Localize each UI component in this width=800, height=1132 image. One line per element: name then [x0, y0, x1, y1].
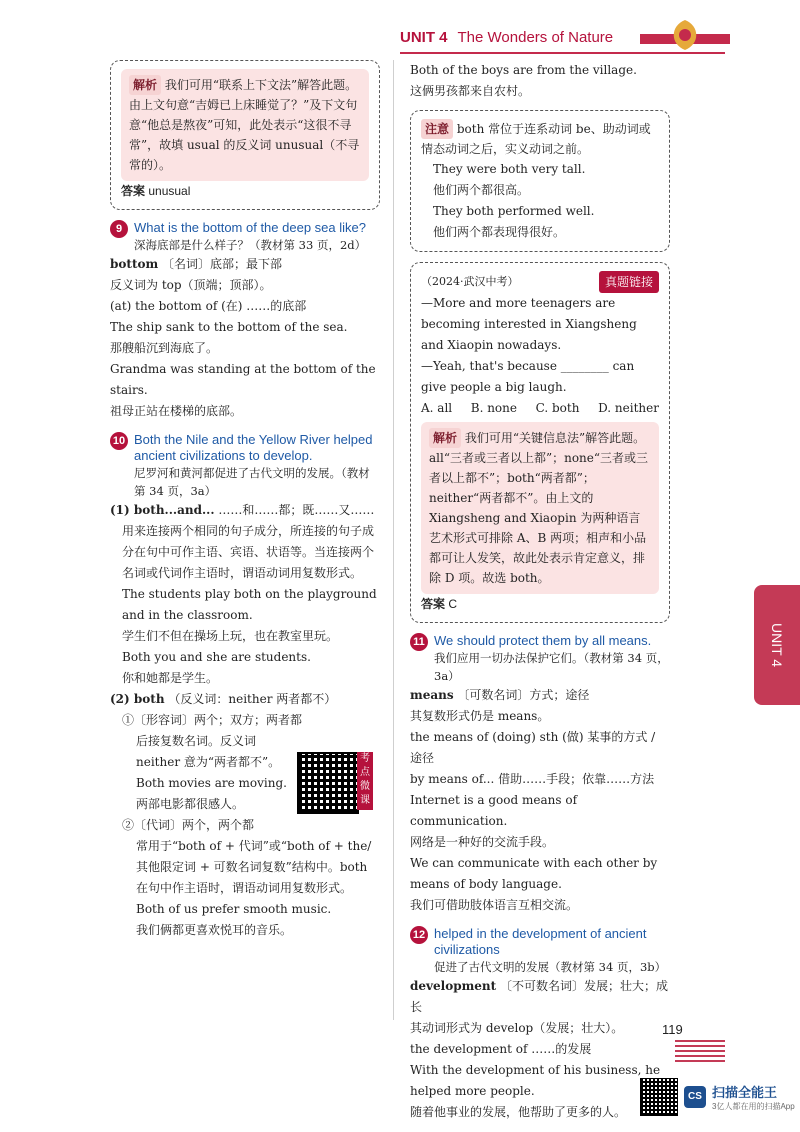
micro-lesson-qr-code[interactable]: [297, 752, 359, 814]
point-10-s1-example-2-zh: 你和她都是学生。: [122, 671, 219, 685]
point-9-antonym: 反义词为 top（顶端；顶部）。: [110, 278, 272, 292]
point-12-pos: 〔不可数名词〕发展；壮大；成长: [410, 979, 669, 1014]
scanner-app-name: 扫描全能王: [712, 1085, 778, 1100]
point-11-example-2-zh: 我们可借助肢体语言互相交流。: [410, 898, 579, 912]
page-header: [400, 22, 730, 52]
point-12-example-en: With the development of his business, he helped more people.: [410, 1063, 661, 1098]
point-11-example-1-zh: 网络是一种好的交流手段。: [410, 835, 555, 849]
exam-option-b: B. none: [470, 401, 517, 415]
exam-header: [421, 271, 659, 293]
point-9-phrase: (at) the bottom of (在) ……的底部: [110, 299, 307, 313]
point-10-s2b-example-zh: 我们俩都更喜欢悦耳的音乐。: [136, 923, 293, 937]
exam-answer: [421, 594, 659, 614]
scanner-text: [712, 1082, 795, 1112]
tip-answer-label: 答案: [121, 184, 146, 198]
continued-example-en: Both of the boys are from the village.: [410, 63, 637, 77]
point-11-phrase-2: by means of... 借助……手段；依靠……方法: [410, 772, 655, 786]
point-9: [110, 220, 380, 254]
note-text: both 常位于连系动词 be、助动词或情态动词之后，实义动词之前。: [421, 122, 651, 156]
tip-answer: [121, 181, 369, 201]
exam-answer-label: 答案: [421, 597, 446, 611]
scanner-badge-icon: CS: [684, 1086, 706, 1108]
point-10-subtitle: 尼罗河和黄河都促进了古代文明的发展。（教材第 34 页，3a）: [134, 466, 370, 498]
tip-text: 我们可用“联系上下文法”解答此题。由上文句意“吉姆已上床睡觉了？”及下文句意“他总是熬夜”可知，此处表示“这很不寻常”，故填 usual 的反义词 unusual（不寻常的）。: [129, 78, 360, 172]
point-9-example-2-zh: 祖母正站在楼梯的底部。: [110, 404, 243, 418]
point-10-s1-gloss: ……和……都；既……又……: [218, 503, 375, 517]
point-11-pos: 〔可数名词〕方式；途径: [457, 688, 590, 702]
point-12-phrase: the development of ……的发展: [410, 1042, 592, 1056]
point-10-s2a-example-en: Both movies are moving.: [136, 776, 287, 790]
exam-question-2: —Yeah, that's because ________ can give people a big laugh.: [421, 359, 635, 394]
scanner-app-sub: 3亿人都在用的扫描App: [712, 1102, 795, 1111]
point-10-s2b-head: ②〔代词〕两个，两个都: [122, 818, 255, 832]
exam-option-c: C. both: [535, 401, 580, 415]
note-example-1-zh: 他们两个都很高。: [433, 183, 530, 197]
point-10-s1-example-1-en: The students play both on the playground and in the classroom.: [122, 587, 377, 622]
point-10-s2b-example-en: Both of us prefer smooth music.: [136, 902, 332, 916]
point-11-phrase-1: the means of (doing) sth (做) 某事的方式 / 途径: [410, 730, 656, 765]
note-example-2-en: They both performed well.: [433, 204, 595, 218]
page-number: 119: [662, 1022, 683, 1037]
point-10-s2a-text: 后接复数名词。反义词 neither 意为“两者都不”。: [136, 734, 281, 769]
exam-analysis-tag: 解析: [429, 428, 461, 448]
point-11-subtitle: 我们应用一切办法保护它们。（教材第 34 页，3a）: [434, 651, 669, 683]
tip-analysis: [121, 69, 369, 181]
point-10-title: Both the Nile and the Yellow River helped ancient civilizations to develop.: [134, 432, 373, 463]
point-9-number: 9: [110, 220, 128, 238]
column-divider: [393, 60, 394, 1020]
point-10-s1-example-2-en: Both you and she are students.: [122, 650, 311, 664]
exam-source: （2024·武汉中考）: [421, 275, 519, 288]
exam-analysis-text: 我们可用“关键信息法”解答此题。all“三者或三者以上都”；none“三者或三者以上都不”；both“两者都”；neither“两者都不”。由上文的 Xiangsheng and Xiaopin 为两种语言艺术形式可排除 A、B 两项；相声和小品都可让人发笑，故此处表示肯定意义，排除 D 项。故选 both。: [429, 431, 649, 585]
header-ornament-icon: [640, 16, 730, 56]
unit-theme: The Wonders of Nature: [457, 28, 614, 46]
unit-label: UNIT 4: [400, 28, 448, 46]
point-10-s1-example-1-zh: 学生们不但在操场上玩，也在教室里玩。: [122, 629, 339, 643]
note-tag: 注意: [421, 119, 453, 139]
point-11-example-1-en: Internet is a good means of communication.: [410, 793, 578, 828]
point-12-word: development: [410, 979, 497, 993]
exam-option-d: D. neither: [598, 401, 659, 415]
tip-box: [110, 60, 380, 210]
point-9-entry: [110, 254, 380, 275]
micro-lesson-label: 考点微课: [357, 752, 373, 810]
exam-analysis: [421, 422, 659, 594]
point-9-example-2-en: Grandma was standing at the bottom of the stairs.: [110, 362, 376, 397]
point-12-number: 12: [410, 926, 428, 944]
right-column: [410, 60, 670, 1123]
page-number-stripes: [675, 1040, 725, 1064]
tip-answer-value: unusual: [148, 184, 191, 198]
point-10-s1-text: 用来连接两个相同的句子成分，所连接的句子成分在句中可作主语、宾语、状语等。当连接两个名词或代词作主语时，谓语动词用复数形式。: [122, 524, 375, 580]
point-9-pos: 〔名词〕底部；最下部: [162, 257, 283, 271]
note-example-2-zh: 他们两个都表现得很好。: [433, 225, 566, 239]
point-11-example-2-en: We can communicate with each other by means of body language.: [410, 856, 658, 891]
point-10: [110, 432, 380, 500]
exam-answer-value: C: [448, 597, 458, 611]
point-11-plural: 其复数形式仍是 means。: [410, 709, 550, 723]
point-12: [410, 926, 670, 976]
point-11: [410, 633, 670, 685]
scanner-qr-code[interactable]: [640, 1078, 678, 1116]
point-10-number: 10: [110, 432, 128, 450]
note-example-1-en: They were both very tall.: [433, 162, 586, 176]
note-box: [410, 110, 670, 252]
exam-question-1: —More and more teenagers are becoming interested in Xiangsheng and Xiaopin nowadays.: [421, 296, 637, 352]
point-9-title: What is the bottom of the deep sea like?: [134, 220, 366, 235]
point-9-example-1-en: The ship sank to the bottom of the sea.: [110, 320, 348, 334]
point-12-verb: 其动词形式为 develop（发展；壮大）。: [410, 1021, 624, 1035]
tip-tag: 解析: [129, 75, 161, 95]
exam-options: [421, 398, 659, 418]
point-9-word: bottom: [110, 257, 159, 271]
point-10-s2-head: [110, 689, 380, 710]
point-11-entry: [410, 685, 670, 706]
point-9-example-1-zh: 那艘船沉到海底了。: [110, 341, 219, 355]
point-9-subtitle: 深海底部是什么样子？（教材第 33 页，2d）: [134, 238, 367, 252]
point-10-s1-phrase: (1) both...and...: [110, 503, 215, 517]
exam-option-a: A. all: [421, 401, 453, 415]
exam-box: [410, 262, 670, 623]
point-10-s2a-example-zh: 两部电影都很感人。: [136, 797, 245, 811]
point-11-number: 11: [410, 633, 428, 651]
unit-side-tab: UNIT 4: [754, 585, 800, 705]
point-11-title: We should protect them by all means.: [434, 633, 652, 648]
header-rule: [400, 52, 725, 54]
scanner-watermark: [640, 1078, 795, 1116]
point-11-word: means: [410, 688, 454, 702]
point-12-title: helped in the development of ancient civilizations: [434, 926, 647, 957]
point-10-s2a-head: ①〔形容词〕两个；双方；两者都: [122, 713, 303, 727]
continued-example-zh: 这俩男孩都来自农村。: [410, 84, 531, 98]
point-10-s2b-text: 常用于“both of + 代词”或“both of + the/其他限定词 + 可数名词复数”结构中。both 在句中作主语时，谓语动词用复数形式。: [136, 839, 372, 895]
point-12-subtitle: 促进了古代文明的发展（教材第 34 页，3b）: [434, 960, 667, 974]
point-12-entry: [410, 976, 670, 1018]
point-12-example-zh: 随着他事业的发展，他帮助了更多的人。: [410, 1105, 627, 1119]
exam-badge: 真题链接: [599, 271, 659, 293]
point-10-s2-gloss: （反义词：neither 两者都不）: [168, 692, 337, 706]
point-10-s2-word: (2) both: [110, 692, 165, 706]
point-10-s1-head: [110, 500, 380, 521]
